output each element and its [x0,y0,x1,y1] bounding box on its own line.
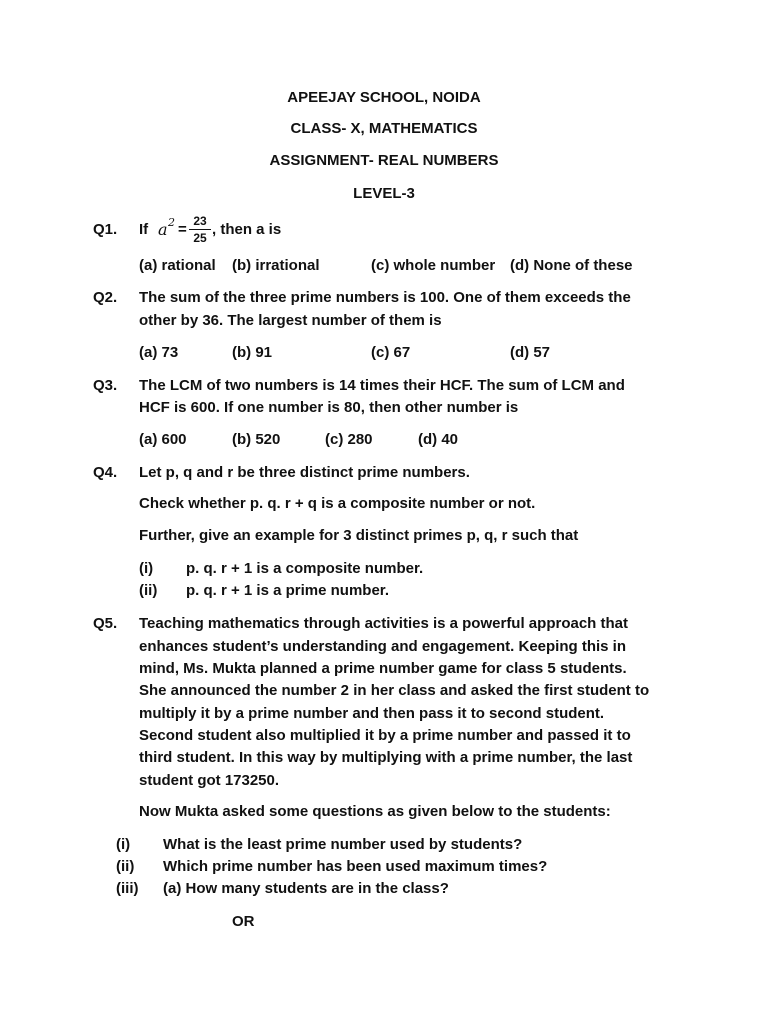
q5-line: third student. In this way by multiplying with a prime number, the last [139,749,633,766]
q1-denominator: 25 [193,231,207,245]
q4-sub-number: (ii) [139,582,158,599]
q5-line: mind, Ms. Mukta planned a prime number game for class 5 students. [139,660,627,677]
q2-option-c: (c) 67 [371,344,411,361]
q4-number: Q4. [93,464,118,481]
q5-line: Second student also multiplied it by a prime number and passed it to [139,727,631,744]
q1-exponent: 2 [168,216,175,229]
q5-line: enhances student’s understanding and engagement. Keeping this in [139,638,627,655]
q5-or: OR [232,913,255,930]
q1-option-d: (d) None of these [510,257,633,274]
q1-option-a: (a) rational [139,257,216,274]
q3-line: The LCM of two numbers is 14 times their HCF. The sum of LCM and [139,377,625,394]
q5-sub-text: (a) How many students are in the class? [163,880,449,897]
q1-tail: , then a is [212,221,282,238]
q2-line: other by 36. The largest number of them is [139,312,442,329]
q2-number: Q2. [93,289,118,306]
q2-option-a: (a) 73 [139,344,179,361]
q1-equals: = [178,221,187,238]
q5-sub-number: (ii) [116,858,135,875]
q5-line: Teaching mathematics through activities is a powerful approach that [139,615,628,632]
q3-option-c: (c) 280 [325,431,373,448]
q3-number: Q3. [93,377,118,394]
q5-line: student got 173250. [139,772,280,789]
q5-sub-number: (i) [116,836,131,853]
q3-option-d: (d) 40 [418,431,459,448]
q1-numerator: 23 [193,214,207,228]
class-subject: CLASS- X, MATHEMATICS [290,120,478,137]
q4-sub-text: p. q. r + 1 is a prime number. [186,582,389,599]
q5-intro: Now Mukta asked some questions as given below to the students: [139,803,611,820]
q2-option-b: (b) 91 [232,344,273,361]
q3-line: HCF is 600. If one number is 80, then other number is [139,399,519,416]
q3-option-b: (b) 520 [232,431,281,448]
q5-line: multiply it by a prime number and then pass it to second student. [139,705,605,722]
q1-option-b: (b) irrational [232,257,320,274]
q5-sub-text: Which prime number has been used maximum times? [163,858,548,875]
assignment-title: ASSIGNMENT- REAL NUMBERS [269,152,499,169]
school-name: APEEJAY SCHOOL, NOIDA [287,89,481,106]
fraction-bar [189,229,211,230]
q4-line: Further, give an example for 3 distinct primes p, q, r such that [139,527,579,544]
q1-variable: a [158,220,168,239]
q5-line: She announced the number 2 in her class and asked the first student to [139,682,650,699]
q1-if: If [139,221,149,238]
q3-option-a: (a) 600 [139,431,187,448]
q4-line: Check whether p. q. r + q is a composite number or not. [139,495,536,512]
q2-line: The sum of the three prime numbers is 100. One of them exceeds the [139,289,631,306]
q1-fraction [189,214,211,245]
q4-sub-number: (i) [139,560,154,577]
q4-line: Let p, q and r be three distinct prime numbers. [139,464,470,481]
q5-sub-number: (iii) [116,880,139,897]
q5-sub-text: What is the least prime number used by students? [163,836,523,853]
q1-number: Q1. [93,221,118,238]
q5-number: Q5. [93,615,118,632]
q4-sub-text: p. q. r + 1 is a composite number. [186,560,424,577]
q2-option-d: (d) 57 [510,344,551,361]
level-label: LEVEL-3 [353,185,415,202]
q1-option-c: (c) whole number [371,257,496,274]
